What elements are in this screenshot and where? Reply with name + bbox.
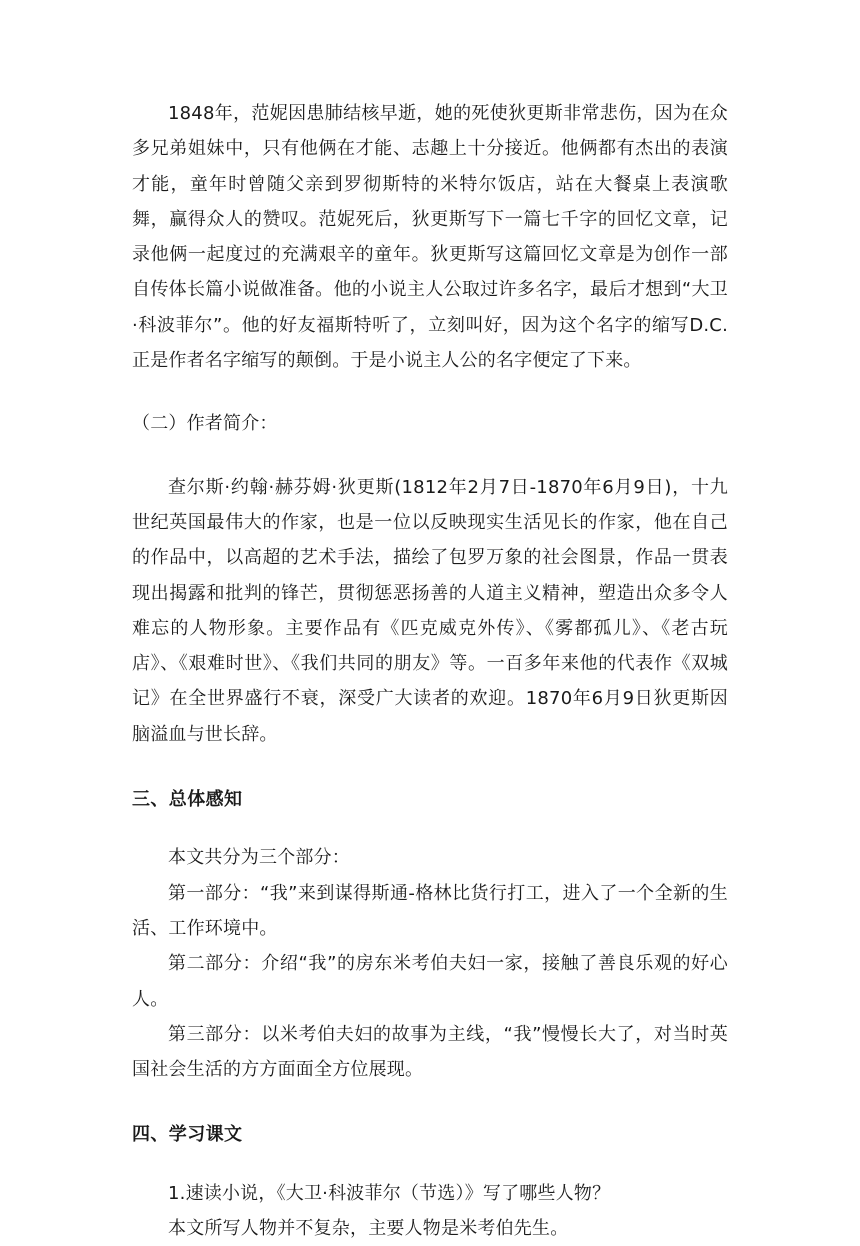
author-intro-paragraph: 查尔斯·约翰·赫芬姆·狄更斯(1812年2月7日-1870年6月9日)，十九世纪英国最伟大的作家，也是一位以反映现实生活见长的作家，他在自己的作品中，以高超的艺术手法，描绘了包罗万象的社会图景，作品一贯表现出揭露和批判的锋芒，贯彻惩恶扬善的人道主义精神，塑造出众多令人难忘的人物形象。主要作品有《匹克威克外传》、《雾都孤儿》、《老古玩店》、《艰难时世》、《我们共同的朋友》等。一百多年来他的代表作《双城记》在全世界盛行不衰，深受广大读者的欢迎。1870年6月9日狄更斯因脑溢血与世长辞。 bbox=[132, 476, 728, 745]
overview-part-two: 第二部分：介绍“我”的房东米考伯夫妇一家，接触了善良乐观的好心人。 bbox=[132, 953, 728, 1010]
overview-part-three: 第三部分：以米考伯夫妇的故事为主线，“我”慢慢长大了，对当时英国社会生活的方方面面全方位展现。 bbox=[132, 1023, 728, 1081]
study-answer-one: 本文所写人物并不复杂，主要人物是米考伯先生。 bbox=[168, 1218, 569, 1240]
section-heading-overview: 三、总体感知 bbox=[132, 789, 243, 811]
section-heading-study: 四、学习课文 bbox=[132, 1124, 243, 1146]
author-intro-heading: （二）作者简介： bbox=[132, 413, 278, 435]
overview-intro: 本文共分为三个部分： bbox=[168, 847, 350, 869]
study-question-one: 1.速读小说，《大卫·科波菲尔（节选）》写了哪些人物？ bbox=[168, 1182, 611, 1204]
background-paragraph: 1848年，范妮因患肺结核早逝，她的死使狄更斯非常悲伤，因为在众多兄弟姐妹中，只有他俩在才能、志趣上十分接近。他俩都有杰出的表演才能，童年时曾随父亲到罗彻斯特的米特尔饭店，站在大餐桌上表演歌舞，赢得众人的赞叹。范妮死后，狄更斯写下一篇七千字的回忆文章，记录他俩一起度过的充满艰辛的童年。狄更斯写这篇回忆文章是为创作一部自传体长篇小说做准备。他的小说主人公取过许多名字，最后才想到“大卫·科波菲尔”。他的好友福斯特听了，立刻叫好，因为这个名字的缩写D.C.正是作者名字缩写的颠倒。于是小说主人公的名字便定了下来。 bbox=[132, 103, 728, 372]
overview-part-one: 第一部分：“我”来到谋得斯通-格林比货行打工，进入了一个全新的生活、工作环境中。 bbox=[132, 882, 728, 939]
